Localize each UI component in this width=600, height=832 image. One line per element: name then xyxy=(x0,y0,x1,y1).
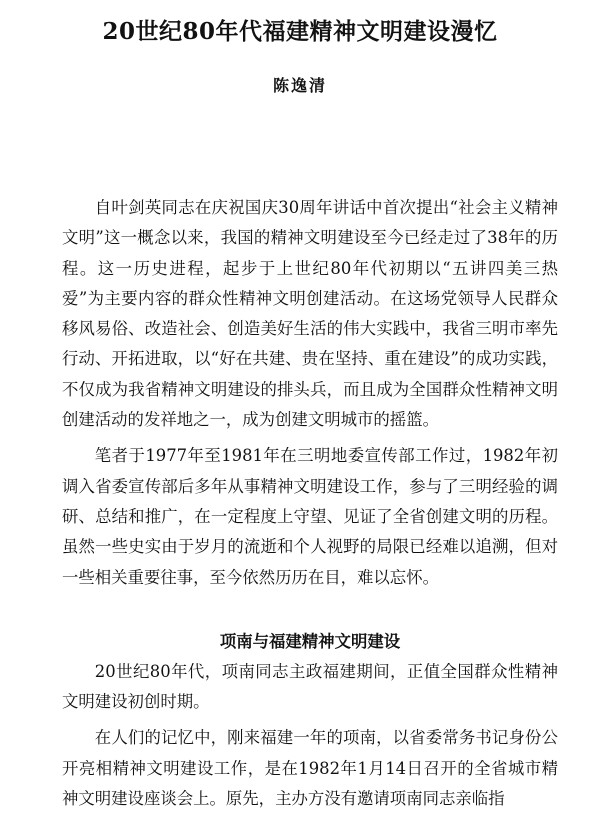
article-author: 陈逸清 xyxy=(272,76,327,95)
body-paragraph: 笔者于1977年至1981年在三明地委宣传部工作过，1982年初调入省委宣传部后多年从事精神文明建设工作，参与了三明经验的调研、总结和推广，在一定程度上守望、见证了全省创建文明的历程。虽然一些史实由于岁月的流逝和个人视野的局限已经难以追溯，但对一些相关重要往事，至今依然历历在目，难以忘怀。 xyxy=(62,446,558,587)
body-paragraph: 20世纪80年代，项南同志主政福建期间，正值全国群众性精神文明建设初创时期。 xyxy=(62,661,558,712)
article-title: 20世纪80年代福建精神文明建设漫忆 xyxy=(102,18,498,45)
body-paragraph: 在人们的记忆中，刚来福建一年的项南，以省委常务书记身份公开亮相精神文明建设工作，是在1982年1月14日召开的全省城市精神文明建设座谈会上。原先，主办方没有邀请项南同志亲临指 xyxy=(62,728,558,809)
body-paragraph: 自叶剑英同志在庆祝国庆30周年讲话中首次提出“社会主义精神文明”这一概念以来，我国的精神文明建设至今已经走过了38年的历程。这一历史进程，起步于上世纪80年代初期以“五讲四美三热爱”为主要内容的群众性精神文明创建活动。在这场党领导人民群众移风易俗、改造社会、创造美好生活的伟大实践中，我省三明市率先行动、开拓进取，以“好在共建、贵在坚持、重在建设”的成功实践，不仅成为我省精神文明建设的排头兵，而且成为全国群众性精神文明创建活动的发祥地之一，成为创建文明城市的摇篮。 xyxy=(62,198,558,430)
section-heading: 项南与福建精神文明建设 xyxy=(219,631,401,651)
article-body xyxy=(62,193,558,820)
